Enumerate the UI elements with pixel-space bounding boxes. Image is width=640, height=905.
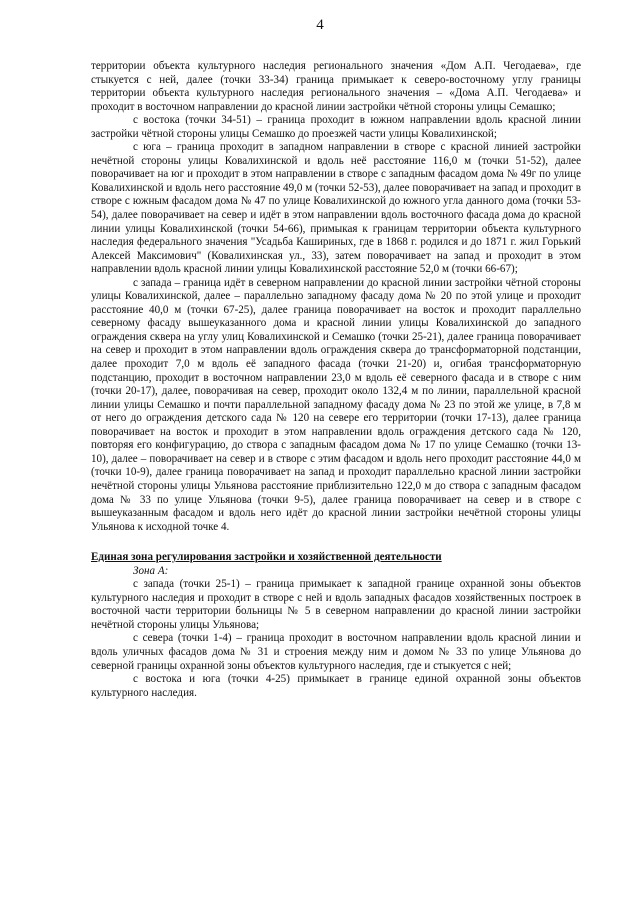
paragraph-west-boundary: с запада – граница идёт в северном направлении до красной линии застройки чётной стороны улицы Ковалихинской, далее – параллельно западному фасаду дома № 20 по этой улице и проходит расстояние 40,0 м (точки 67-25), далее граница поворачивает на восток и проходит параллельно северному фасаду вышеуказанного дома и красной линии улицы Ковалихинской до западного ограждения сквера на углу улиц Ковалихинской и Семашко (точки 25-21), далее граница поворачивает на север и проходит в этом направлении вдоль ограждения сквера до трансформаторной подстанции, далее проходит 7,0 м вдоль её западного фасада (точки 21-20) и, огибая трансформаторную подстанцию, проходит в восточном направлении 23,0 м вдоль её северного фасада и в створе с ним (точки 20-17), далее, поворачивая на север, проходит около 132,4 м по линии, параллельной красной линии улицы Семашко и почти параллельной западному фасаду дома № 23 по этой же улице, в 7,8 м от него до ограждения детского сада № 120 на севере его территории (точки 17-13), далее граница поворачивает на восток и проходит в этом направлении вдоль ограждения детского сада № 120, повторяя его конфигурацию, до створа с западным фасадом дома № 17 по улице Семашко (точки 13-10), далее – поворачивает на север и в створе с этим фасадом и вдоль него проходит расстояние 44,0 м (точки 10-9), далее граница поворачивает на запад и проходит параллельно красной линии застройки нечётной стороны улицы Ульянова расстояние приблизительно 122,0 м до створа с западным фасадом дома № 33 по улице Ульянова (точки 9-5), далее граница поворачивает на север и в створе с вышеуказанным фасадом и вдоль него идёт до красной линии застройки нечётной стороны улицы Ульянова к исходной точке 4.	[91, 276, 581, 533]
zone-label: Зона А:	[133, 564, 169, 577]
paragraph-continuation: территории объекта культурного наследия регионального значения «Дом А.П. Чегодаева», где стыкуется с ней, далее (точки 33-34) граница примыкает к северо-восточному углу границы территории объекта культурного наследия регионального значения – «Дома А.П. Чегодаева» и проходит в восточном направлении до красной линии застройки чётной стороны улицы Семашко;	[91, 60, 581, 113]
paragraph-zone-west: с запада (точки 25-1) – граница примыкает к западной границе охранной зоны объектов культурного наследия и проходит в створе с ней и вдоль западных фасадов хозяйственных построек в восточной части территории больницы № 5 в северном направлении до красной линии застройки нечётной стороны улицы Ульянова;	[91, 578, 581, 631]
paragraph-south-boundary: с юга – граница проходит в западном направлении в створе с красной линией застройки нечётной стороны улицы Ковалихинской и вдоль неё расстояние 116,0 м (точки 51-52), далее поворачивает на юг и проходит в этом направлении в створе с западным фасадом дома № 49г по улице Ковалихинской и вдоль него расстояние 49,0 м (точки 52-53), далее поворачивает на запад и проходит в створе с южным фасадом дома № 47 по улице Ковалихинской до южного угла данного дома (точки 53-54), далее поворачивает на север и идёт в этом направлении вдоль восточного фасада дома до красной линии улицы Ковалихинской (точки 54-66), примыкая к границам территории объекта культурного наследия федерального значения "Усадьба Кашириных, где в 1868 г. родился и до 1871 г. жил Горький Алексей Максимович" (Ковалихинская ул., 33), затем поворачивает на запад и проходит в этом направлении вдоль красной линии улицы Ковалихинской расстояние 52,0 м (точки 66-67);	[91, 141, 581, 276]
paragraph-east-boundary: с востока (точки 34-51) – граница проходит в южном направлении вдоль красной линии застройки чётной стороны улицы Семашко до проезжей части улицы Ковалихинской;	[91, 114, 581, 140]
section-gap	[91, 534, 581, 551]
section-heading: Единая зона регулирования застройки и хозяйственной деятельности	[91, 551, 442, 564]
paragraph-zone-north: с севера (точки 1-4) – граница проходит в восточном направлении вдоль красной линии и вдоль уличных фасадов дома № 31 и строения между ним и домом № 33 по улице Ульянова до северной границы охранной зоны объектов культурного наследия, где и стыкуется с ней;	[91, 632, 581, 672]
paragraph-zone-east-south: с востока и юга (точки 4-25) примыкает в границе единой охранной зоны объектов культурного наследия.	[91, 673, 581, 699]
page-number: 4	[316, 17, 324, 33]
document-body	[91, 60, 581, 700]
